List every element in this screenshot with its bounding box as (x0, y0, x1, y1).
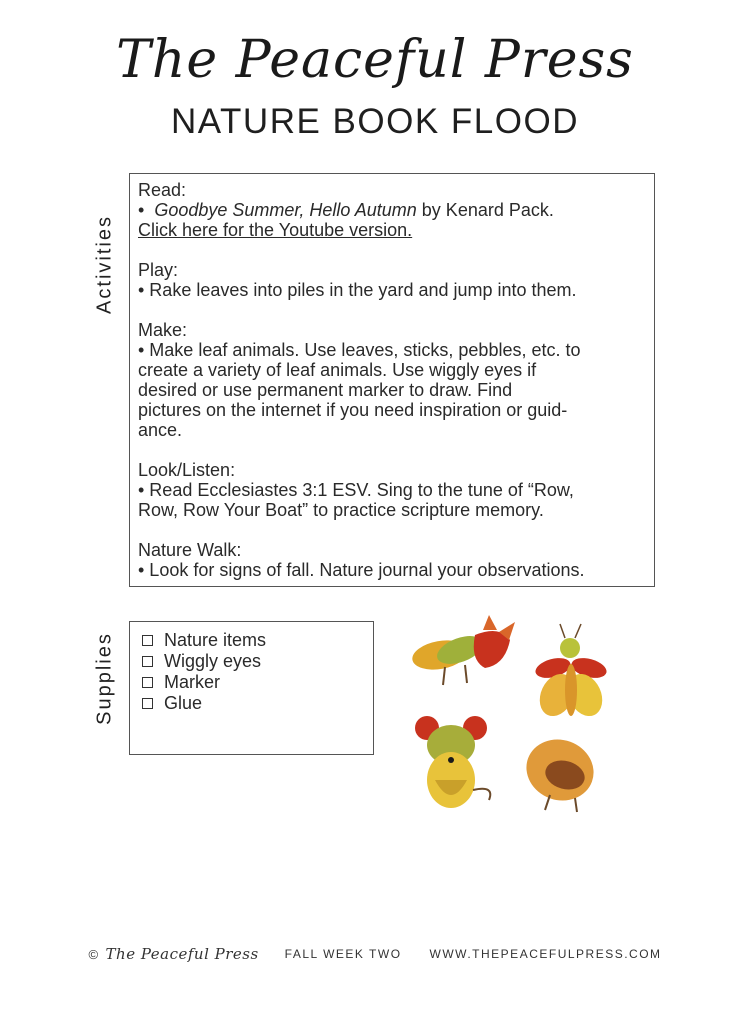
play-text: • Rake leaves into piles in the yard and jump into them. (138, 280, 577, 300)
page-title: NATURE BOOK FLOOD (171, 102, 579, 141)
play-section (138, 260, 646, 300)
supplies-box (129, 621, 374, 755)
read-section: Read: • Goodbye Summer, Hello Autumn by Kenard Pack. Click here for the Youtube version. (138, 180, 646, 240)
look-listen-line: • Read Ecclesiastes 3:1 ESV. Sing to the tune of “Row, (138, 480, 574, 500)
supply-item: Marker (142, 672, 361, 693)
make-line: ance. (138, 420, 183, 440)
nature-walk-text: • Look for signs of fall. Nature journal your observations. (138, 560, 585, 580)
leaf-butterfly-image (533, 624, 609, 722)
youtube-link[interactable]: Click here for the Youtube version. (138, 220, 413, 240)
supply-item: Wiggly eyes (142, 651, 361, 672)
checkbox[interactable] (142, 698, 153, 709)
footer (0, 945, 750, 963)
make-line: • Make leaf animals. Use leaves, sticks, pebbles, etc. to (138, 340, 581, 360)
supply-item: Glue (142, 693, 361, 714)
book-author: by Kenard Pack. (416, 200, 554, 220)
read-heading: Read (138, 180, 182, 200)
footer-website[interactable]: WWW.THEPEACEFULPRESS.COM (429, 947, 662, 961)
look-listen-section (138, 460, 646, 520)
leaf-mouse-image (415, 716, 490, 808)
make-heading: Make: (138, 320, 188, 340)
leaf-hedgehog-image (518, 730, 602, 812)
play-heading: Play: (138, 260, 179, 280)
footer-week: FALL WEEK TWO (284, 947, 402, 961)
look-listen-heading: Look/Listen: (138, 460, 236, 480)
footer-brand: The Peaceful Press (105, 945, 259, 963)
nature-walk-heading: Nature Walk: (138, 540, 242, 560)
leaf-fox-image (410, 615, 515, 685)
activities-label: Activities (93, 215, 116, 314)
brand-title: The Peaceful Press (116, 30, 634, 90)
make-line: desired or use permanent marker to draw. Find (138, 380, 513, 400)
book-title: Goodbye Summer, Hello Autumn (154, 200, 417, 220)
checkbox[interactable] (142, 635, 153, 646)
supply-item: Nature items (142, 630, 361, 651)
make-line: create a variety of leaf animals. Use wiggly eyes if (138, 360, 537, 380)
copyright-symbol: © (88, 946, 100, 962)
make-section (138, 320, 646, 440)
supplies-label: Supplies (93, 632, 116, 725)
checkbox[interactable] (142, 677, 153, 688)
checkbox[interactable] (142, 656, 153, 667)
leaf-animals-illustration (405, 610, 620, 815)
make-line: pictures on the internet if you need inspiration or guid- (138, 400, 568, 420)
nature-walk-section (138, 540, 646, 580)
look-listen-line: Row, Row Your Boat” to practice scripture memory. (138, 500, 544, 520)
activities-box (129, 173, 655, 587)
